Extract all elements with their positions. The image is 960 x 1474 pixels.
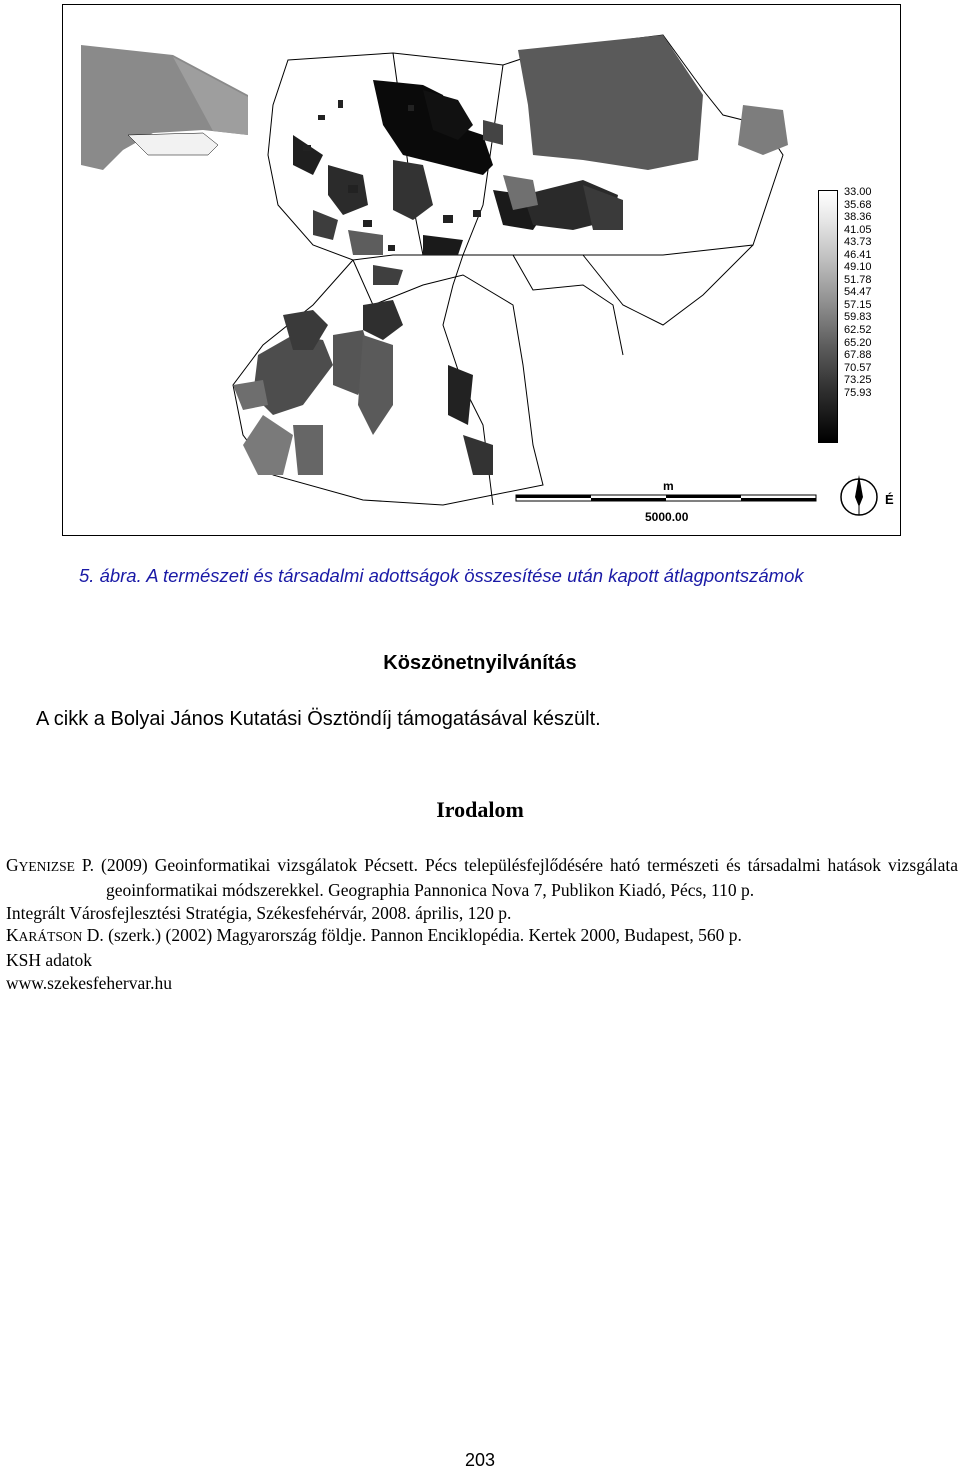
legend-value: 67.88 <box>844 349 872 362</box>
references-title: Irodalom <box>436 797 524 822</box>
reference-item: Integrált Városfejlesztési Stratégia, Székesfehérvár, 2008. április, 120 p. <box>6 902 512 923</box>
acknowledgement-title: Köszönetnyilvánítás <box>383 652 577 674</box>
legend-value: 49.10 <box>844 261 872 274</box>
legend-value: 38.36 <box>844 211 872 224</box>
legend-value: 41.05 <box>844 223 872 236</box>
reference-item: KSH adatok <box>6 950 93 971</box>
scale-unit-label: m <box>663 479 674 493</box>
legend-value: 51.78 <box>844 273 872 286</box>
reference-item: GYENIZSE P. (2009) Geoinformatikai vizsgálatok Pécsett. Pécs településfejlődésére ható természeti és társadalmi hatások vizsgálata geoinformatikai módszerekkel. Geographia Pannonica Nova 7, Publikon Kiadó, Pécs, 110 p. <box>6 855 958 900</box>
legend-value: 33.00 <box>844 186 872 198</box>
legend-value: 75.93 <box>844 386 872 399</box>
legend-labels <box>844 186 894 399</box>
references-list <box>6 854 958 995</box>
acknowledgement-text: A cikk a Bolyai János Kutatási Ösztöndíj támogatásával készült. <box>36 708 601 730</box>
figure-caption: 5. ábra. A természeti és társadalmi adottságok összesítése után kapott átlagpontszámok <box>79 565 804 586</box>
legend-color-ramp <box>818 190 838 443</box>
reference-item: www.szekesfehervar.hu <box>6 972 173 993</box>
legend-value: 70.57 <box>844 361 872 374</box>
legend-value: 59.83 <box>844 311 872 324</box>
north-label: É <box>885 492 894 507</box>
scale-value-label: 5000.00 <box>645 510 689 524</box>
legend-value: 62.52 <box>844 324 872 337</box>
city-map <box>63 5 899 535</box>
legend-value: 54.47 <box>844 286 872 299</box>
north-arrow-icon <box>841 475 877 515</box>
legend-value: 73.25 <box>844 374 872 387</box>
legend-value: 35.68 <box>844 198 872 211</box>
map-figure <box>62 4 901 536</box>
scale-bar <box>516 495 816 501</box>
reference-item: KARÁTSON D. (szerk.) (2002) Magyarország földje. Pannon Enciklopédia. Kertek 2000, Budapest, 560 p. <box>6 925 742 946</box>
legend-value: 43.73 <box>844 236 872 249</box>
legend-value: 57.15 <box>844 298 872 311</box>
page-number: 203 <box>464 1450 496 1470</box>
legend-value: 46.41 <box>844 248 872 261</box>
legend-value: 65.20 <box>844 336 872 349</box>
